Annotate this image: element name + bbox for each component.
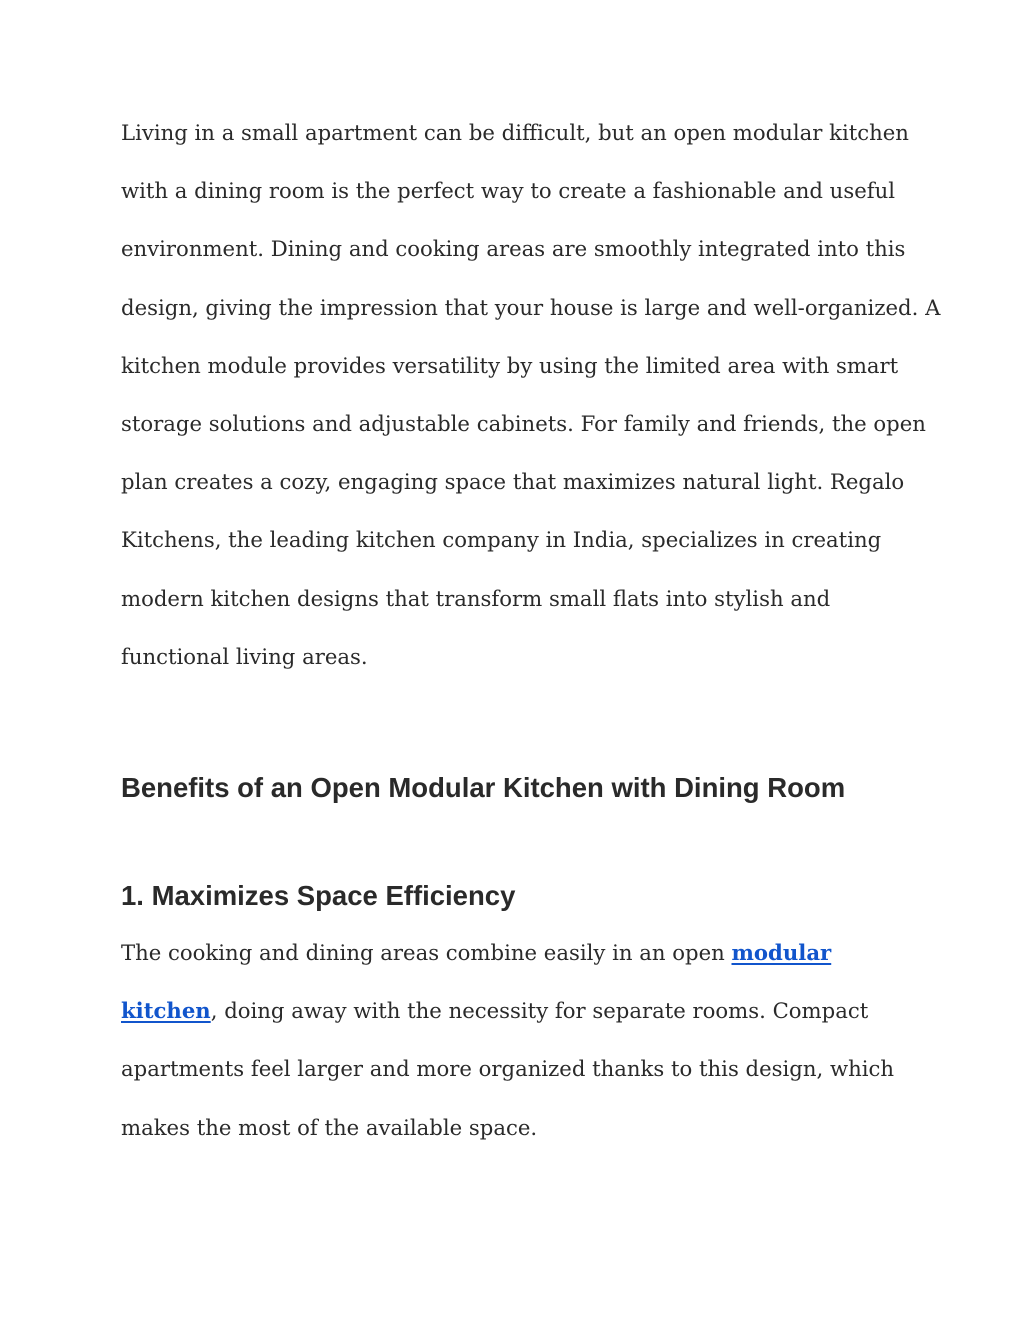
section-1-line1-text: The cooking and dining areas combine easily in an open — [121, 940, 732, 965]
section-1-line — [121, 924, 894, 982]
section-1-line: makes the most of the available space. — [121, 1114, 538, 1140]
section-1-paragraph — [121, 924, 894, 1157]
intro-line: plan creates a cozy, engaging space that maximizes natural light. Regalo — [121, 469, 905, 495]
section-1-line — [121, 982, 894, 1040]
intro-line: environment. Dining and cooking areas are smoothly integrated into this — [121, 236, 906, 262]
intro-line: Living in a small apartment can be difficult, but an open modular kitchen — [121, 120, 909, 145]
intro-line: with a dining room is the perfect way to create a fashionable and useful — [121, 178, 895, 204]
section-1-heading: 1. Maximizes Space Efficiency — [121, 880, 516, 911]
benefits-heading: Benefits of an Open Modular Kitchen with Dining Room — [121, 772, 846, 803]
modular-kitchen-link[interactable]: modular — [731, 940, 832, 965]
section-1-line2-text: , doing away with the necessity for separate rooms. Compact — [210, 998, 869, 1024]
intro-line: functional living areas. — [121, 643, 368, 669]
intro-line: Kitchens, the leading kitchen company in India, specializes in creating — [121, 527, 882, 553]
intro-line: modern kitchen designs that transform small flats into stylish and — [121, 585, 831, 611]
modular-kitchen-link[interactable]: kitchen — [121, 998, 211, 1024]
intro-line: storage solutions and adjustable cabinets. For family and friends, the open — [121, 411, 926, 437]
section-1-line: apartments feel larger and more organized thanks to this design, which — [121, 1056, 895, 1082]
intro-line: kitchen module provides versatility by using the limited area with smart — [121, 352, 899, 378]
intro-line: design, giving the impression that your house is large and well-organized. A — [121, 294, 941, 320]
intro-paragraph — [121, 104, 940, 686]
